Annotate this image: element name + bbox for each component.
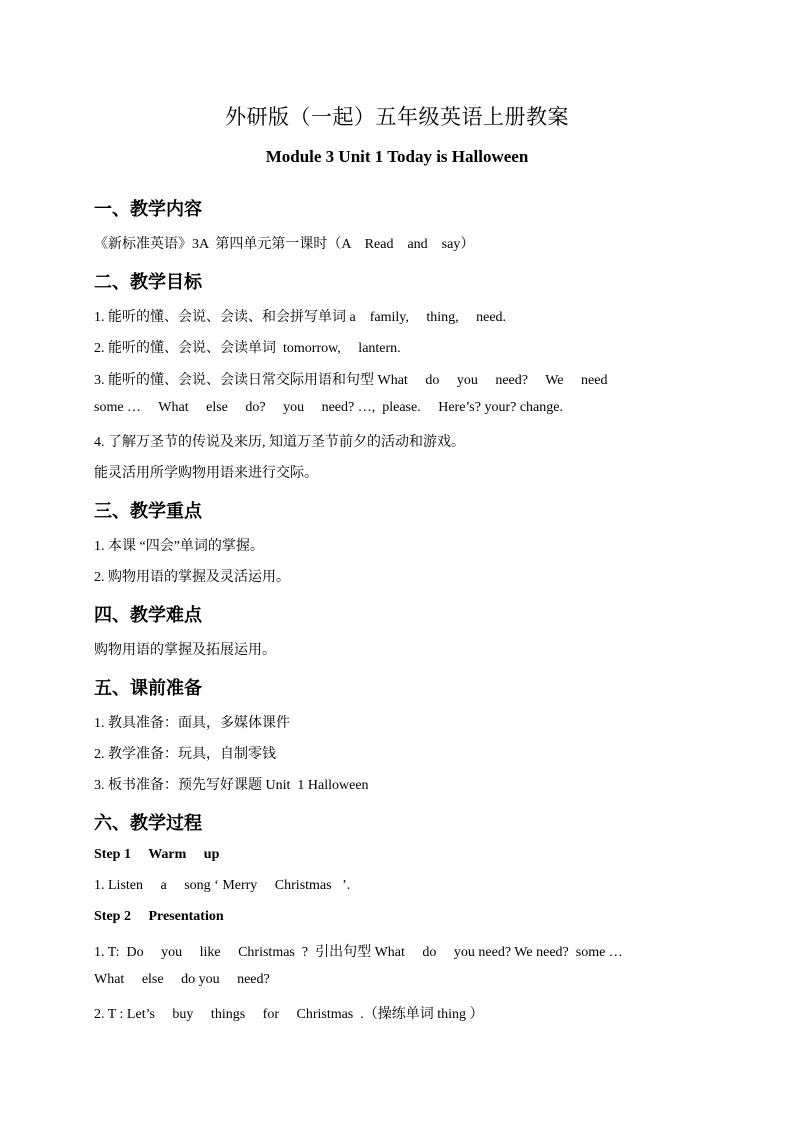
objective-line-3-cont: some … What else do? you need? …, please. Here’s? your? change. bbox=[94, 400, 563, 415]
key-point-line-1: 1. 本课 “四会”单词的掌握。 bbox=[94, 539, 264, 554]
step-2-line-1: 1. T: Do you like Christmas ? 引出句型 What do you need? We need? some … bbox=[94, 945, 623, 960]
section-heading-objectives: 二、教学目标 bbox=[94, 272, 202, 293]
content-line: 《新标准英语》3A 第四单元第一课时（A Read and say） bbox=[94, 237, 475, 252]
step-1-line-1: 1. Listen a song ‘ Merry Christmas ’. bbox=[94, 878, 351, 893]
document-subtitle: Module 3 Unit 1 Today is Halloween bbox=[265, 147, 529, 166]
section-heading-content: 一、教学内容 bbox=[94, 199, 202, 220]
step-2-line-1-cont: What else do you need? bbox=[94, 972, 270, 987]
document-title: 外研版（一起）五年级英语上册教案 bbox=[225, 105, 569, 129]
preparation-line-3: 3. 板书准备：预先写好课题 Unit 1 Halloween bbox=[94, 778, 369, 793]
step-2-heading: Step 2 Presentation bbox=[94, 909, 224, 924]
preparation-line-1: 1. 教具准备：面具，多媒体课件 bbox=[94, 716, 290, 731]
section-heading-preparation: 五、课前准备 bbox=[94, 678, 202, 699]
objective-line-2: 2. 能听的懂、会说、会读单词 tomorrow, lantern. bbox=[94, 341, 401, 356]
objective-line-5: 能灵活用所学购物用语来进行交际。 bbox=[94, 466, 318, 481]
difficulty-line-1: 购物用语的掌握及拓展运用。 bbox=[94, 643, 276, 658]
step-2-line-2: 2. T : Let’s buy things for Christmas .（操练单词 thing ） bbox=[94, 1007, 484, 1022]
step-1-heading: Step 1 Warm up bbox=[94, 847, 220, 862]
section-heading-process: 六、教学过程 bbox=[94, 813, 202, 834]
key-point-line-2: 2. 购物用语的掌握及灵活运用。 bbox=[94, 570, 290, 585]
section-heading-difficulties: 四、教学难点 bbox=[94, 605, 202, 626]
objective-line-1: 1. 能听的懂、会说、会读、和会拼写单词 a family, thing, need. bbox=[94, 310, 507, 325]
objective-line-3: 3. 能听的懂、会说、会读日常交际用语和句型 What do you need? We need bbox=[94, 373, 608, 388]
objective-line-4: 4. 了解万圣节的传说及来历, 知道万圣节前夕的活动和游戏。 bbox=[94, 435, 465, 450]
preparation-line-2: 2. 教学准备：玩具，自制零钱 bbox=[94, 747, 276, 762]
section-heading-key-points: 三、教学重点 bbox=[94, 501, 202, 522]
